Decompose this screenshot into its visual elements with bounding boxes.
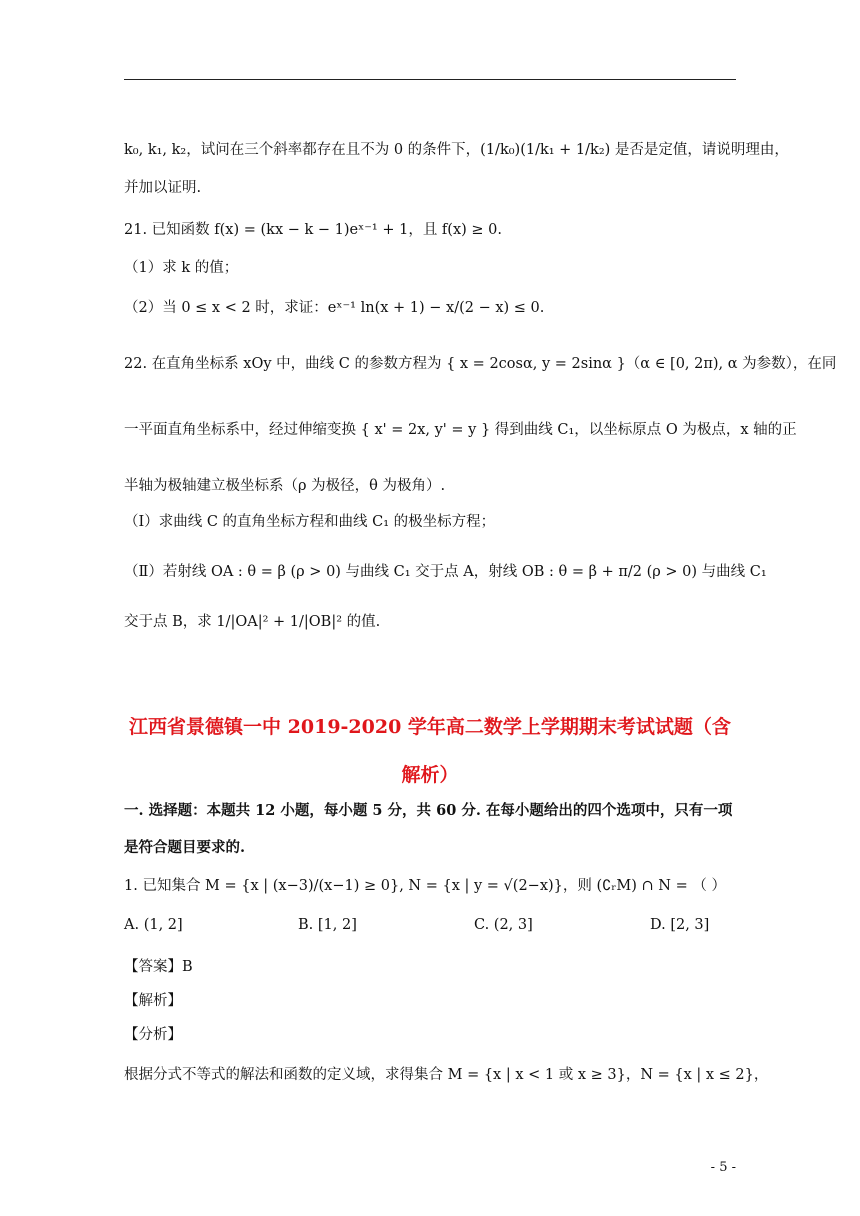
text-line: k₀, k₁, k₂，试问在三个斜率都存在且不为 0 的条件下，(1/k₀)(1/k₁ + 1/k₂) 是否是定值，请说明理由， — [124, 142, 789, 158]
section-heading: 一. 选择题：本题共 12 小题，每小题 5 分，共 60 分. 在每小题给出的四个选项中，只有一项 — [124, 802, 733, 819]
option-d: D. [2, 3] — [650, 917, 710, 933]
question-1: 1. 已知集合 M = {x | (x−3)/(x−1) ≥ 0}, N = {x | y = √(2−x)}，则 (∁ᵣM) ∩ N = （ ） — [124, 878, 726, 894]
page-title: 江西省景德镇一中 2019-2020 学年高二数学上学期期末考试试题（含 — [129, 716, 731, 738]
option-a: A. (1, 2] — [124, 917, 183, 933]
header-rule — [124, 79, 736, 80]
question-21: 21. 已知函数 f(x) = (kx − k − 1)eˣ⁻¹ + 1，且 f(x) ≥ 0. — [124, 222, 502, 238]
text-line: 半轴为极轴建立极坐标系（ρ 为极径，θ 为极角）. — [124, 478, 446, 494]
text-line: （Ⅱ）若射线 OA : θ = β (ρ > 0) 与曲线 C₁ 交于点 A，射线 OB : θ = β + π/2 (ρ > 0) 与曲线 C₁ — [124, 564, 767, 580]
page-number: - 5 - — [710, 1160, 736, 1175]
text-line: 交于点 B，求 1/|OA|² + 1/|OB|² 的值. — [124, 614, 381, 630]
text-line: （1）求 k 的值； — [124, 260, 239, 276]
text-line: （2）当 0 ≤ x < 2 时，求证：eˣ⁻¹ ln(x + 1) − x/(2 − x) ≤ 0. — [124, 300, 545, 316]
reasoning-label: 【分析】 — [124, 1027, 182, 1043]
analysis-label: 【解析】 — [124, 993, 182, 1009]
text-line: 并加以证明. — [124, 180, 202, 196]
page-title-continued: 解析） — [401, 764, 459, 786]
question-22: 22. 在直角坐标系 xOy 中，曲线 C 的参数方程为 { x = 2cosα, y = 2sinα }（α ∈ [0, 2π), α 为参数），在同 — [124, 356, 837, 372]
answer-label: 【答案】B — [124, 959, 193, 975]
option-b: B. [1, 2] — [298, 917, 357, 933]
text-line: 一平面直角坐标系中，经过伸缩变换 { x' = 2x, y' = y } 得到曲线 C₁，以坐标原点 O 为极点，x 轴的正 — [124, 422, 797, 438]
text-line: （Ⅰ）求曲线 C 的直角坐标方程和曲线 C₁ 的极坐标方程； — [124, 514, 496, 530]
section-heading-continued: 是符合题目要求的. — [124, 839, 246, 856]
text-line: 根据分式不等式的解法和函数的定义域，求得集合 M = {x | x < 1 或 x ≥ 3}，N = {x | x ≤ 2}， — [124, 1067, 769, 1083]
option-c: C. (2, 3] — [474, 917, 533, 933]
